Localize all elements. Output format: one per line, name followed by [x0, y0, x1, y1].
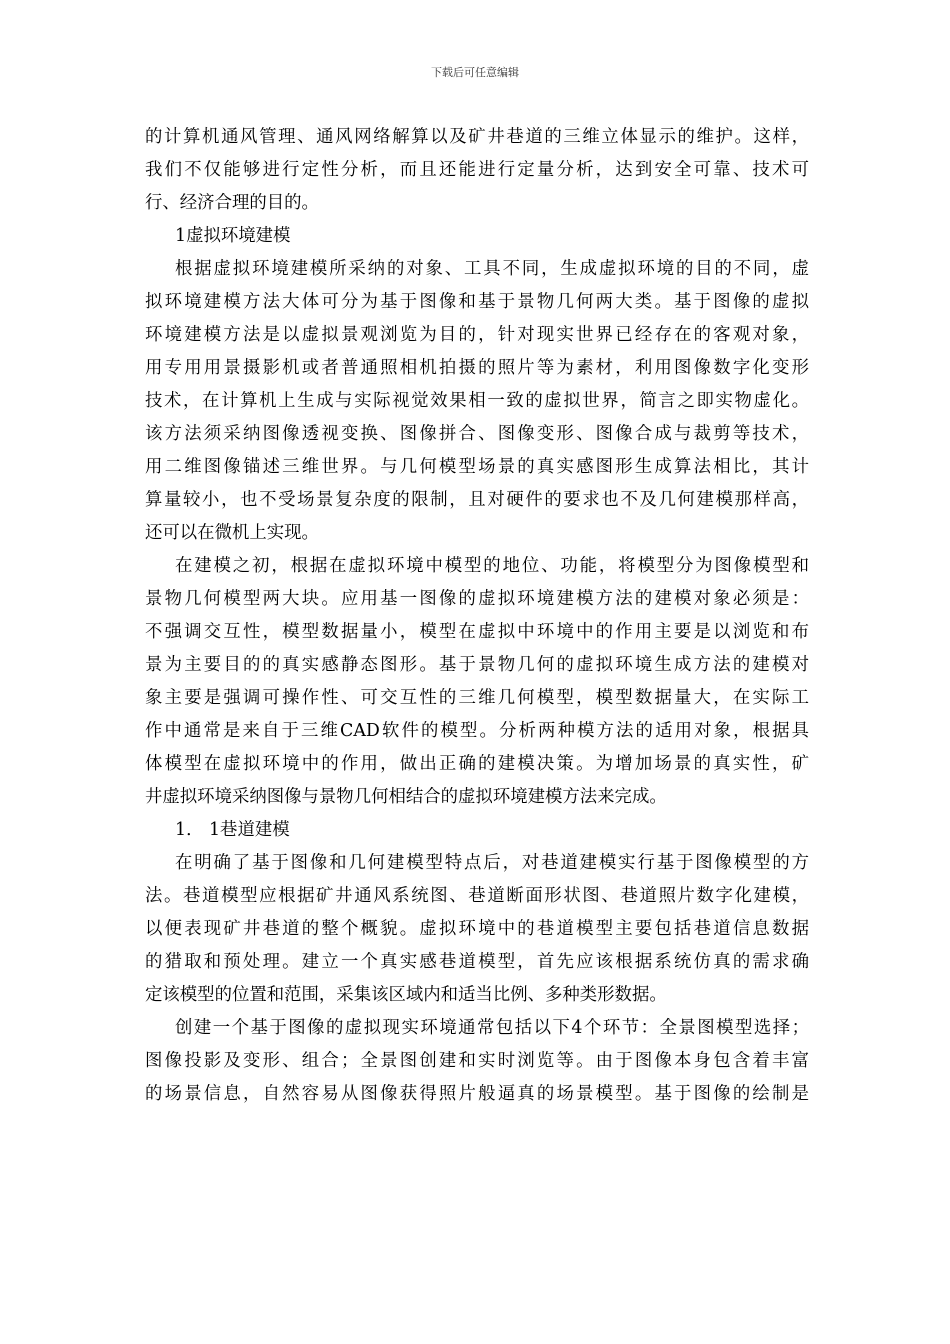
text-line: 的场景信息，自然容易从图像获得照片般逼真的场景模型。基于图像的绘制是	[145, 1084, 809, 1104]
text-line: 算量较小，也不受场景复杂度的限制，且对硬件的要求也不及几何建模那样高，	[145, 490, 809, 510]
text-line: 定该模型的位置和范围，采集该区域内和适当比例、多种类形数据。	[145, 985, 667, 1005]
text-line: 的计算机通风管理、通风网络解算以及矿井巷道的三维立体显示的维护。这样，	[145, 127, 809, 147]
text-line: 法。巷道模型应根据矿井通风系统图、巷道断面形状图、巷道照片数字化建模，	[145, 886, 809, 906]
section-heading: 1虚拟环境建模	[175, 226, 291, 246]
text-line: 图像投影及变形、组合；全景图创建和实时浏览等。由于图像本身包含着丰富	[145, 1051, 809, 1071]
section-heading: 1． 1巷道建模	[175, 820, 290, 840]
text-line: 根据虚拟环境建模所采纳的对象、工具不同，生成虚拟环境的目的不同，虚	[175, 259, 809, 279]
text-line: 环境建模方法是以虚拟景观浏览为目的，针对现实世界已经存在的客观对象，	[145, 325, 809, 345]
text-line: 该方法须采纳图像透视变换、图像拼合、图像变形、图像合成与裁剪等技术，	[145, 424, 809, 444]
text-line: 景为主要目的的真实感静态图形。基于景物几何的虚拟环境生成方法的建模对	[145, 655, 809, 675]
text-line: 还可以在微机上实现。	[145, 523, 319, 543]
page-header-note: 下载后可任意编辑	[431, 66, 519, 79]
text-line: 体模型在虚拟环境中的作用，做出正确的建模决策。为增加场景的真实性，矿	[145, 754, 809, 774]
text-line: 创建一个基于图像的虚拟现实环境通常包括以下4个环节：全景图模型选择；	[175, 1018, 809, 1038]
text-line: 景物几何模型两大块。应用基一图像的虚拟环境建模方法的建模对象必须是：	[145, 589, 809, 609]
document-body	[145, 121, 809, 1111]
text-line: 拟环境建模方法大体可分为基于图像和基于景物几何两大类。基于图像的虚拟	[145, 292, 809, 312]
text-line: 在明确了基于图像和几何建模型特点后，对巷道建模实行基于图像模型的方	[175, 853, 809, 873]
text-line: 行、经济合理的目的。	[145, 193, 319, 213]
text-line: 井虚拟环境采纳图像与景物几何相结合的虚拟环境建模方法来完成。	[145, 787, 667, 807]
text-line: 以便表现矿井巷道的整个概貌。虚拟环境中的巷道模型主要包括巷道信息数据	[145, 919, 809, 939]
text-line: 的猎取和预处理。建立一个真实感巷道模型，首先应该根据系统仿真的需求确	[145, 952, 809, 972]
text-line: 技术，在计算机上生成与实际视觉效果相一致的虚拟世界，简言之即实物虚化。	[145, 391, 809, 411]
text-line: 不强调交互性，模型数据量小，模型在虚拟中环境中的作用主要是以浏览和布	[145, 622, 809, 642]
text-line: 在建模之初，根据在虚拟环境中模型的地位、功能，将模型分为图像模型和	[175, 556, 809, 576]
text-line: 象主要是强调可操作性、可交互性的三维几何模型，模型数据量大，在实际工	[145, 688, 809, 708]
text-line: 用二维图像锚述三维世界。与几何模型场景的真实感图形生成算法相比，其计	[145, 457, 809, 477]
text-line: 作中通常是来自于三维CAD软件的模型。分析两种模方法的适用对象，根据具	[145, 721, 809, 741]
text-line: 我们不仅能够进行定性分析，而且还能进行定量分析，达到安全可靠、技术可	[145, 160, 809, 180]
text-line: 用专用用景摄影机或者普通照相机拍摄的照片等为素材，利用图像数字化变形	[145, 358, 809, 378]
